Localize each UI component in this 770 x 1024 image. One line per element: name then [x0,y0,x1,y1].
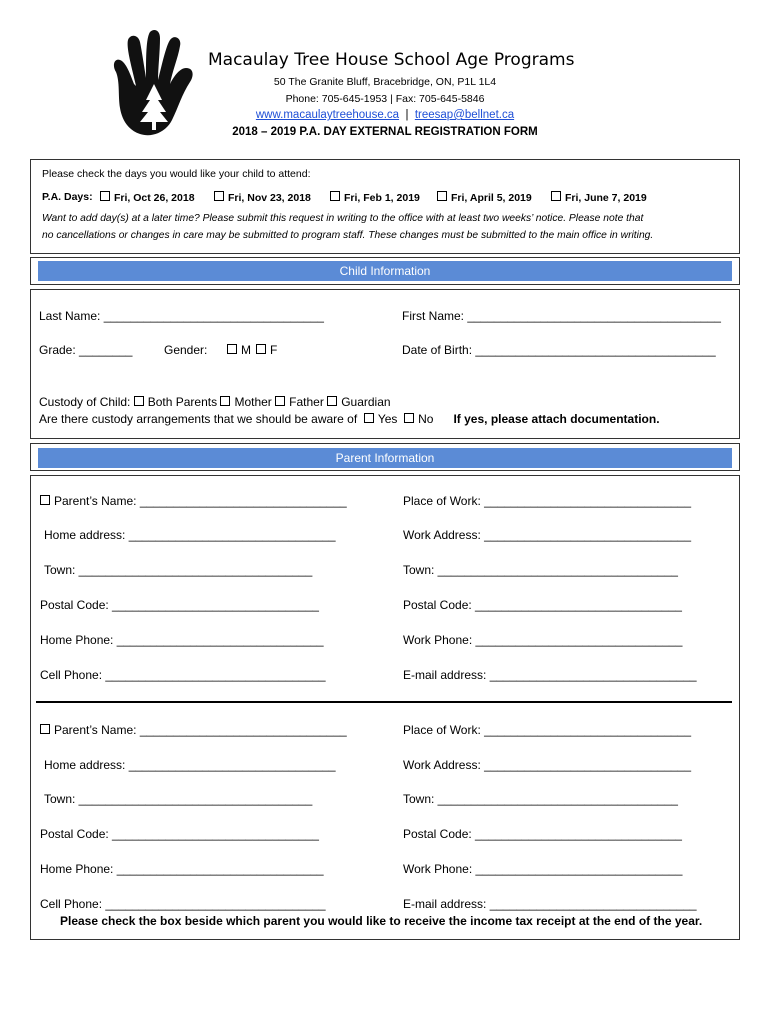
form-title: 2018 – 2019 P.A. DAY EXTERNAL REGISTRATION FORM [232,126,538,138]
parent1-home-phone[interactable]: Home Phone: _______________________________ [40,633,324,647]
pa-days-label: P.A. Days: [42,191,93,203]
parent2-home-address[interactable]: Home address: _______________________________ [44,758,336,772]
grade-field[interactable]: Grade: ________ [39,343,133,357]
tax-receipt-note: Please check the box beside which parent you would like to receive the income tax receipt at the end of the year. [60,914,703,928]
checkbox[interactable] [100,191,110,201]
arrangements-row [39,412,660,426]
custody-father[interactable]: Father [275,395,324,409]
arrangements-question: Are there custody arrangements that we should be aware of [39,412,358,426]
tax-receipt-checkbox[interactable] [40,495,50,505]
checkbox[interactable] [551,191,561,201]
parent-section-title: Parent Information [38,448,732,468]
last-name-field[interactable]: Last Name: _________________________________ [39,309,324,323]
gender-female-option[interactable]: F [256,343,277,357]
tax-receipt-checkbox[interactable] [40,724,50,734]
parent2-work-address[interactable]: Work Address: _______________________________ [403,758,692,772]
first-name-field[interactable]: First Name: ______________________________________ [402,309,721,323]
parent1-work-address[interactable]: Work Address: _______________________________ [403,528,692,542]
parent1-place-of-work[interactable]: Place of Work: _______________________________ [403,494,692,508]
arrangements-yes[interactable]: Yes [364,412,398,426]
parent2-work-town[interactable]: Town: ____________________________________ [403,792,678,806]
parent2-town[interactable]: Town: ___________________________________ [44,792,313,806]
parent2-work-postal[interactable]: Postal Code: _______________________________ [403,827,682,841]
custody-mother[interactable]: Mother [220,395,271,409]
day-option-3[interactable]: Fri, Feb 1, 2019 [330,191,420,204]
checkbox[interactable] [227,344,237,354]
parent1-cell[interactable]: Cell Phone: _________________________________ [40,668,326,682]
parent2-work-phone[interactable]: Work Phone: _______________________________ [403,862,683,876]
parent-divider [36,701,732,703]
custody-label: Custody of Child: [39,395,131,409]
checkbox[interactable] [437,191,447,201]
parent2-name-field[interactable]: Parent’s Name: _______________________________ [40,723,347,737]
gender-male-option[interactable]: M [227,343,251,357]
phone-line: Phone: 705-645-1953 | Fax: 705-645-5846 [285,93,485,105]
parent2-cell[interactable]: Cell Phone: _________________________________ [40,897,326,911]
day-option-1[interactable]: Fri, Oct 26, 2018 [100,191,195,204]
day-option-4[interactable]: Fri, April 5, 2019 [437,191,532,204]
separator: | [405,109,409,121]
page-title: Macaulay Tree House School Age Programs [208,50,575,70]
custody-row [39,395,391,409]
gender-label: Gender: [164,343,208,357]
parent1-name-field[interactable]: Parent’s Name: _______________________________ [40,494,347,508]
checkbox[interactable] [214,191,224,201]
parent2-place-of-work[interactable]: Place of Work: _______________________________ [403,723,692,737]
parent1-work-phone[interactable]: Work Phone: _______________________________ [403,633,683,647]
handprint-logo [108,28,200,140]
address-line: 50 The Granite Bluff, Bracebridge, ON, P1L 1L4 [273,76,497,88]
parent1-home-address[interactable]: Home address: _______________________________ [44,528,336,542]
website-link[interactable]: www.macaulaytreehouse.ca [255,109,400,121]
parent2-email[interactable]: E-mail address: _______________________________ [403,897,697,911]
parent1-postal[interactable]: Postal Code: _______________________________ [40,598,319,612]
day-option-5[interactable]: Fri, June 7, 2019 [551,191,647,204]
dob-field[interactable]: Date of Birth: ____________________________________ [402,343,716,357]
custody-guardian[interactable]: Guardian [327,395,390,409]
days-note-2: no cancellations or changes in care may be submitted to program staff. These changes must be submitted to the main office in writing. [42,230,654,241]
checkbox[interactable] [256,344,266,354]
contact-links [200,109,570,121]
parent2-postal[interactable]: Postal Code: _______________________________ [40,827,319,841]
parent2-home-phone[interactable]: Home Phone: _______________________________ [40,862,324,876]
parent1-work-postal[interactable]: Postal Code: _______________________________ [403,598,682,612]
days-prompt: Please check the days you would like your child to attend: [42,168,311,180]
day-option-2[interactable]: Fri, Nov 23, 2018 [214,191,311,204]
email-link[interactable]: treesap@bellnet.ca [414,109,515,121]
parent1-email[interactable]: E-mail address: _______________________________ [403,668,697,682]
days-note-1: Want to add day(s) at a later time? Please submit this request in writing to the office with at least two weeks’ notice. Please note that [42,213,644,224]
custody-both[interactable]: Both Parents [134,395,217,409]
attach-note: If yes, please attach documentation. [453,412,660,426]
child-section-title: Child Information [38,261,732,281]
parent1-work-town[interactable]: Town: ____________________________________ [403,563,678,577]
checkbox[interactable] [330,191,340,201]
arrangements-no[interactable]: No [404,412,433,426]
parent1-town[interactable]: Town: ___________________________________ [44,563,313,577]
